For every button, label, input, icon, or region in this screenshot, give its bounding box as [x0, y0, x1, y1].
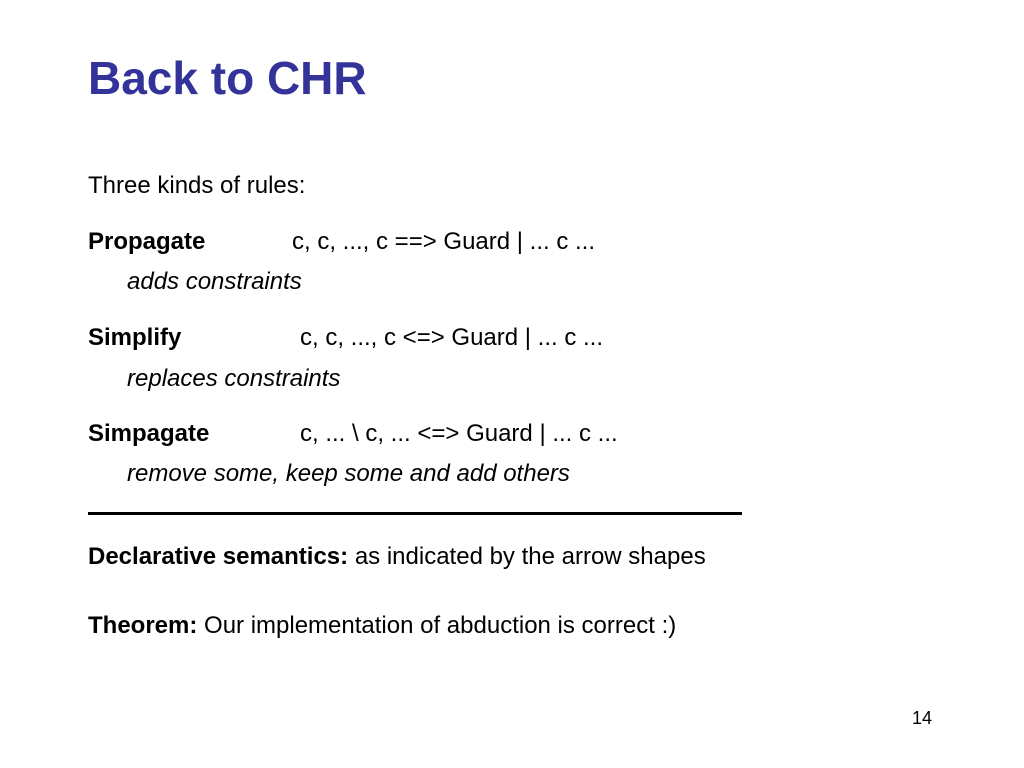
rule-name-simpagate: Simpagate [88, 420, 210, 447]
statement-lead: Theorem: [88, 612, 198, 639]
horizontal-divider [88, 512, 742, 515]
page-number: 14 [912, 708, 933, 728]
rule-name-propagate: Propagate [88, 228, 206, 255]
intro-text: Three kinds of rules: [88, 172, 306, 199]
statement-text: as indicated by the arrow shapes [348, 543, 706, 570]
statement-lead: Declarative semantics: [88, 543, 349, 570]
rule-syntax-simplify: c, c, ..., c <=> Guard | ... c ... [300, 324, 604, 351]
declarative-semantics-statement [88, 543, 706, 571]
rule-description-simpagate: remove some, keep some and add others [127, 460, 570, 487]
rule-name-simplify: Simplify [88, 324, 182, 351]
rule-syntax-simpagate: c, ... \ c, ... <=> Guard | ... c ... [300, 420, 618, 447]
rule-description-propagate: adds constraints [127, 268, 302, 295]
slide-title: Back to CHR [88, 52, 367, 104]
statement-text: Our implementation of abduction is correct :) [197, 612, 677, 639]
rule-description-simplify: replaces constraints [127, 365, 341, 392]
theorem-statement [88, 612, 676, 640]
rule-syntax-propagate: c, c, ..., c ==> Guard | ... c ... [292, 228, 596, 255]
